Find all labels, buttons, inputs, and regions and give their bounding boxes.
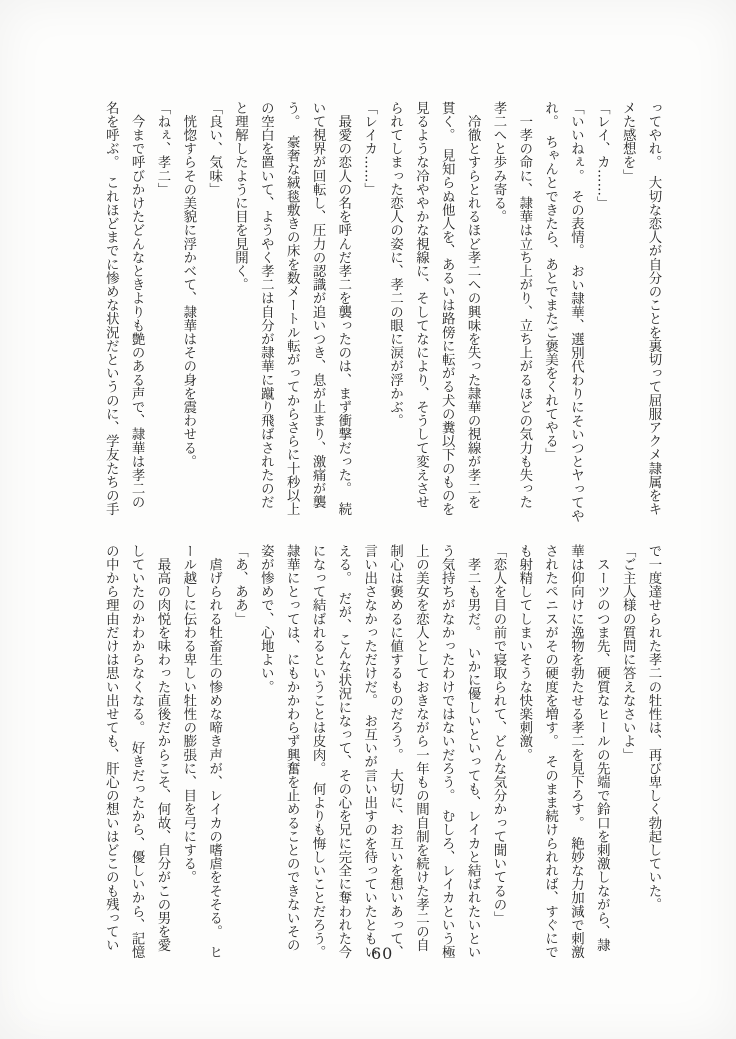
text-line: 最高の肉悦を味わった直後だからこそ、何故、自分がこの男を愛 bbox=[154, 544, 170, 952]
text-line: 「あ、ああ」 bbox=[232, 544, 248, 626]
text-line: と理解したように目を見開く。 bbox=[232, 101, 248, 292]
text-line: ール越しに伝わる卑しい牡性の膨張に、目を弓にする。 bbox=[180, 544, 196, 884]
text-line: 上の美女を恋人としておきながら一年もの間自制を続けた孝二の自 bbox=[413, 544, 429, 952]
text-block-lower bbox=[97, 544, 666, 968]
text-line: 名を呼ぶ。 これほどまでに惨めな状況だというのに、学友たちの手 bbox=[103, 101, 119, 516]
text-line: の空白を置いて、ようやく孝二は自分が隷華に蹴り飛ばされたのだ bbox=[258, 101, 274, 509]
text-line: 「レイ、カ……」 bbox=[594, 101, 610, 210]
text-line: れ。 ちゃんとできたら、あとでまたご褒美をくれてやる」 bbox=[542, 101, 558, 462]
text-line: 華は仰向けに逸物を勃たせる孝二を見下ろす。 絶妙な力加減で刺激 bbox=[568, 544, 584, 959]
text-line: られてしまった恋人の姿に、孝二の眼に涙が浮かぶ。 bbox=[387, 101, 403, 428]
text-line: 隷華にとっては、にもかかわらず興奮を止めることのできないその bbox=[284, 544, 300, 952]
text-line: 虐げられる牡畜生の惨めな啼き声が、レイカの嗜虐をそそる。 ヒ bbox=[206, 544, 222, 959]
text-line: 最愛の恋人の名を呼んだ孝二を襲ったのは、まず衝撃だった。 続 bbox=[335, 101, 351, 516]
text-line: 「ねぇ、孝二」 bbox=[154, 101, 170, 197]
text-line: ってやれ。 大切な恋人が自分のことを裏切って屈服アクメ隷属をキ bbox=[646, 101, 661, 516]
text-line: いて視界が回転し、圧力の認識が追いつき、息が止まり、激痛が襲 bbox=[310, 101, 326, 509]
text-line: 「いいねぇ。 その表情。 おい隷華、選別代わりにそいつとヤってや bbox=[568, 101, 584, 523]
text-line: 冷徹とすらとれるほど孝二への興味を失った隷華の視線が孝二を bbox=[465, 101, 481, 509]
text-line: 孝二へと歩み寄る。 bbox=[490, 101, 506, 224]
text-line: 制心は褒めるに値するものだろう。 大切に、お互いを想いあって、 bbox=[387, 544, 403, 959]
text-line: 孝二も男だ。 いかに優しいといっても、レイカと結ばれたいとい bbox=[465, 544, 481, 959]
text-line: 貫く。 見知らぬ他人を、あるいは路傍に転がる犬の糞以下のものを bbox=[439, 101, 455, 516]
text-line: 「レイカ……」 bbox=[361, 101, 377, 197]
text-line: 恍惚すらその美貌に浮かべて、隷華はその身を震わせる。 bbox=[180, 101, 196, 469]
text-line: されたペニスがその硬度を増す。 そのまま続けられれば、すぐにで bbox=[542, 544, 558, 959]
text-line: スーツのつま先、硬質なヒールの先端で鈴口を刺激しながら、隷 bbox=[594, 544, 610, 952]
text-line: 「良い、気味」 bbox=[206, 101, 222, 197]
text-line: える。 だが、こんな状況になって、その心を兄に完全に奪われた今 bbox=[335, 544, 351, 959]
page-number: 60 bbox=[371, 944, 394, 963]
text-line: で一度達せられた孝二の牡性は、再び卑しく勃起していた。 bbox=[646, 544, 661, 912]
text-line: 言い出さなかっただけだ。 お互いが言い出すのを待っていたともい bbox=[361, 544, 377, 959]
text-line: 「ご主人様の質問に答えなさいよ」 bbox=[620, 544, 636, 762]
text-line: になって結ばれるということは皮肉。 何よりも悔しいことだろう。 bbox=[310, 544, 326, 959]
text-line: も射精してしまいそうな快楽刺激。 bbox=[516, 544, 532, 762]
text-line: 「恋人を目の前で寝取られて、どんな気分かって聞いてるの」 bbox=[490, 544, 506, 925]
text-line: 見るような冷ややかな視線に、そしてなにより、そうして変えさせ bbox=[413, 101, 429, 509]
text-line: 今まで呼びかけたどんなときよりも艶のある声で、隷華は孝二の bbox=[129, 101, 145, 509]
text-line: メた感想を」 bbox=[620, 101, 636, 183]
text-line: う気持ちがなかったわけではないだろう。 むしろ、レイカという極 bbox=[439, 544, 455, 959]
text-block-upper bbox=[97, 101, 666, 525]
text-line: 姿が惨めで、心地よい。 bbox=[258, 544, 274, 694]
text-line: していたのかわからなくなる。 好きだったから、優しいから、記憶 bbox=[129, 544, 145, 959]
text-line: う。 豪奢な絨毯敷きの床を数メートル転がってからさらに十秒以上 bbox=[284, 101, 300, 516]
text-line: 一孝の命に、隷華は立ち上がり、立ち上がるほどの気力も失った bbox=[516, 101, 532, 509]
text-line: の中から理由だけは思い出せても、肝心の想いはどこのも残ってい bbox=[103, 544, 119, 952]
